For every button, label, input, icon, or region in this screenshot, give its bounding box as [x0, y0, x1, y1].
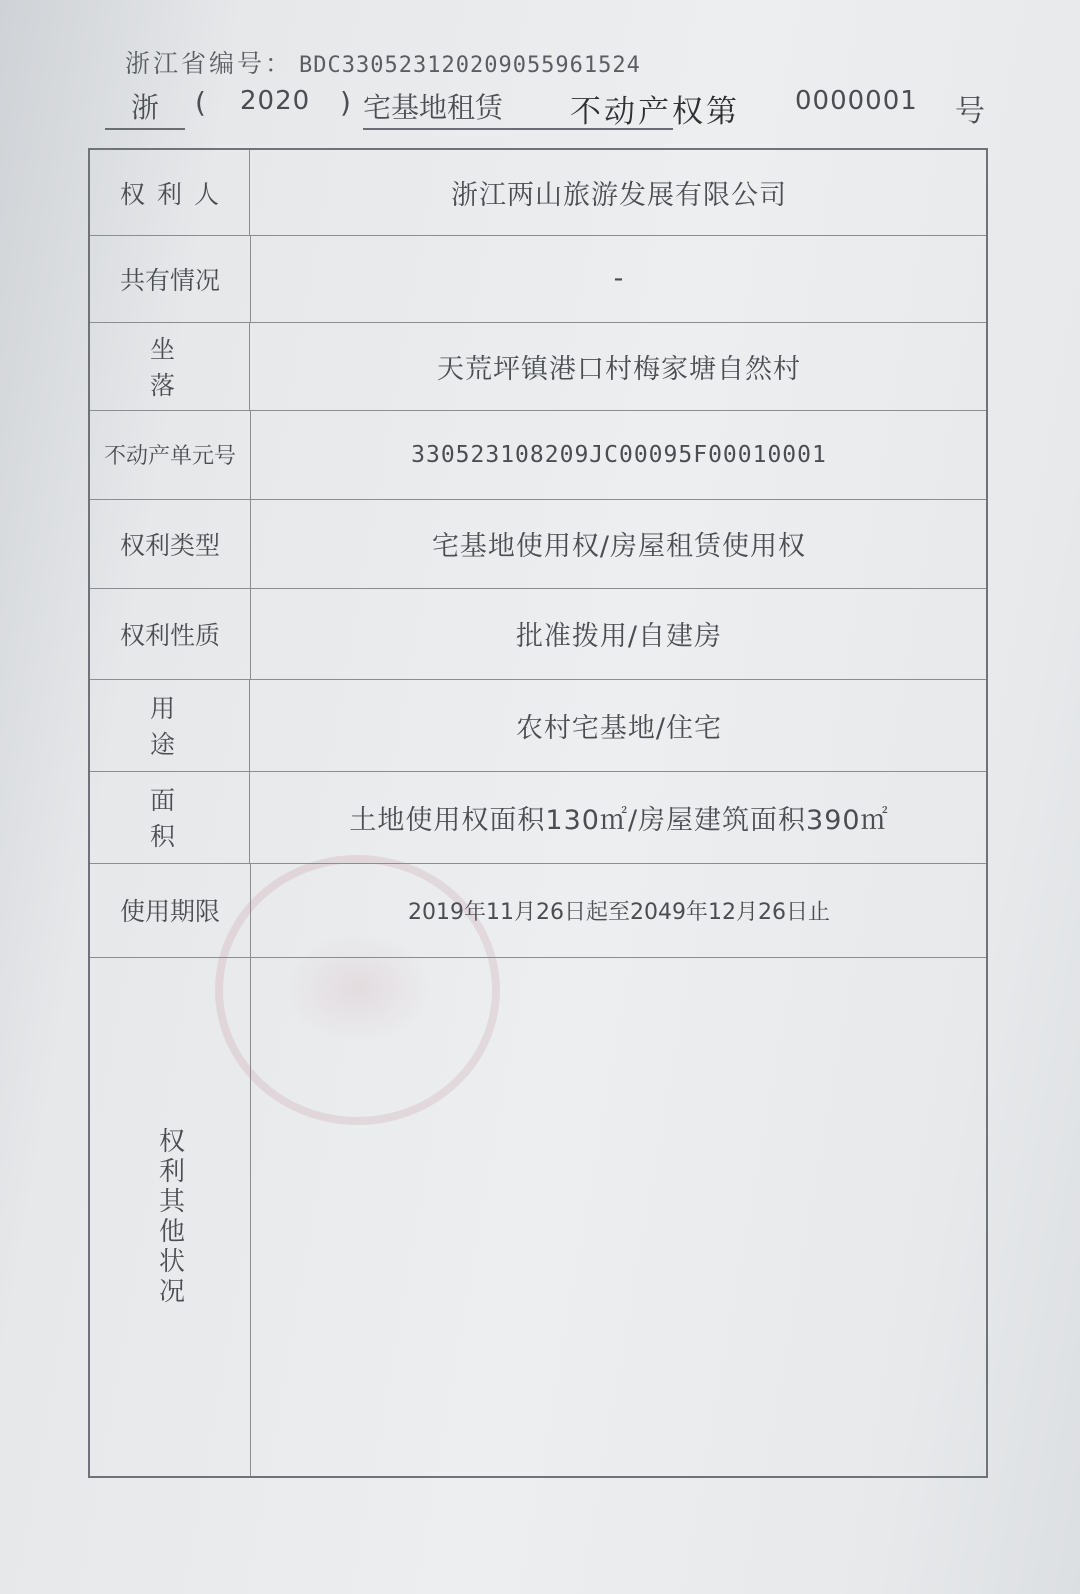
row-other-status [90, 957, 986, 1476]
value-usage: 农村宅基地/住宅 [515, 712, 723, 744]
row-term [90, 863, 986, 958]
label-term: 使用期限 [90, 863, 251, 957]
value-term: 2019年11月26日起至2049年12月26日止 [408, 899, 830, 925]
row-owner [90, 150, 986, 236]
value-co-ownership: - [613, 263, 625, 294]
value-owner: 浙江两山旅游发展有限公司 [451, 180, 787, 211]
value-location: 天荒坪镇港口村梅家塘自然村 [437, 353, 801, 385]
certificate-title: 不动产权第 [570, 94, 740, 130]
province-number-code: BDC330523120209055961524 [299, 53, 641, 78]
row-right-nature [90, 588, 986, 680]
value-other-status [252, 957, 986, 1476]
province-number-line [125, 44, 641, 80]
row-area [90, 771, 986, 864]
label-location: 坐落 [90, 322, 250, 410]
row-co-ownership [90, 235, 986, 323]
label-right-nature: 权利性质 [90, 588, 251, 679]
label-area: 面积 [90, 771, 250, 863]
certificate-year: 2020 [240, 86, 311, 116]
value-unit-number: 330523108209JC00095F00010001 [411, 441, 827, 468]
value-right-nature: 批准拨用/自建房 [515, 621, 723, 652]
label-right-type: 权利类型 [90, 499, 251, 588]
row-usage [90, 679, 986, 772]
row-location [90, 322, 986, 411]
property-rights-table [88, 148, 988, 1478]
paren-close: ) [340, 86, 351, 119]
province-abbr: 浙 [105, 86, 185, 130]
value-right-type: 宅基地使用权/房屋租赁使用权 [431, 531, 807, 562]
label-usage: 用途 [90, 679, 250, 771]
paren-open: ( [195, 86, 206, 119]
certificate-number: 0000001 [795, 86, 918, 116]
label-owner: 权利人 [90, 150, 250, 235]
row-unit-number [90, 410, 986, 500]
certificate-number-line [105, 86, 1005, 130]
label-co-ownership: 共有情况 [90, 235, 251, 322]
row-right-type [90, 499, 986, 589]
certificate-hao: 号 [955, 94, 985, 129]
value-area: 土地使用权面积130㎡/房屋建筑面积390㎡ [349, 804, 889, 836]
label-other-status: 权利其他状况 [90, 957, 251, 1476]
certificate-type: 宅基地租赁 [363, 86, 673, 130]
label-unit-number: 不动产单元号 [90, 410, 251, 499]
province-number-label: 浙江省编号： [125, 49, 294, 78]
